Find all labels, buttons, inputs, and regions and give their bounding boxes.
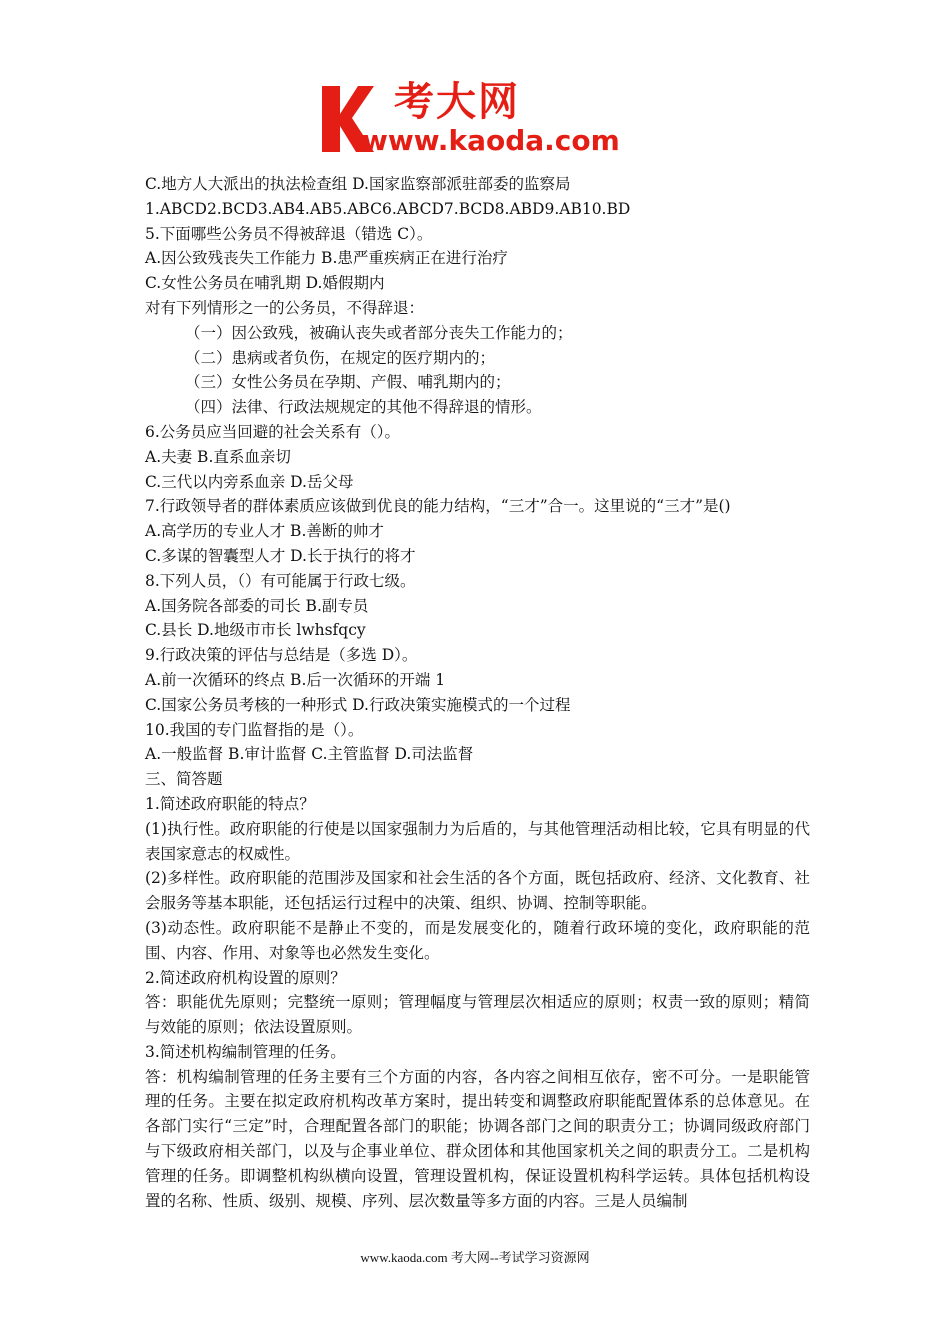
text-paragraph: 2.简述政府机构设置的原则？ [145,968,346,987]
text-line: 5.下面哪些公务员不得被辞退（错选 C）。 [145,224,433,243]
text-line: 7.行政领导者的群体素质应该做到优良的能力结构，“三才”合一。这里说的“三才”是() [145,497,731,516]
answer-paragraphs [145,817,810,1214]
text-paragraph: (1)执行性。政府职能的行使是以国家强制力为后盾的，与其他管理活动相比较，它具有明显的代表国家意志的权威性。 [145,819,810,863]
text-line: C.国家公务员考核的一种形式 D.行政决策实施模式的一个过程 [145,695,571,714]
text-line: 8.下列人员，（）有可能属于行政七级。 [145,571,416,590]
logo-title: 考大网 [394,79,520,125]
logo-url: www.kaoda.com [362,124,620,157]
text-line: （一）因公致残，被确认丧失或者部分丧失工作能力的； [185,323,573,342]
page-footer: www.kaoda.com 考大网--考试学习资源网 [360,1250,590,1265]
text-line: 6.公务员应当回避的社会关系有（）。 [145,422,401,441]
text-line: C.多谋的智囊型人才 D.长于执行的将才 [145,546,416,565]
text-paragraph: 答：职能优先原则；完整统一原则；管理幅度与管理层次相适应的原则；权责一致的原则；精简与效能的原则；依法设置原则。 [145,993,810,1037]
document-body [145,172,810,1213]
text-line: C.县长 D.地级市市长 lwhsfqcy [145,621,366,640]
text-line: 对有下列情形之一的公务员，不得辞退： [145,298,425,317]
text-paragraph: (2)多样性。政府职能的范围涉及国家和社会生活的各个方面，既包括政府、经济、文化教育、社会服务等基本职能，还包括运行过程中的决策、组织、协调、控制等职能。 [145,869,810,913]
text-paragraph: 3.简述机构编制管理的任务。 [145,1042,346,1061]
text-line: A.高学历的专业人才 B.善断的帅才 [145,522,384,541]
text-paragraph: 答：机构编制管理的任务主要有三个方面的内容，各内容之间相互依存，密不可分。一是职能管理的任务。主要在拟定政府机构改革方案时，提出转变和调整政府职能配置体系的总体意见。在各部门实行“三定”时，合理配置各部门的职能；协调各部门之间的职责分工；协调同级政府部门与下级政府相关部门，以及与企事业单位、群众团体和其他国家机关之间的职责分工。二是机构管理的任务。即调整机构纵横向设置，管理设置机构，保证设置机构科学运转。具体包括机构设置的名称、性质、级别、规模、序列、层次数量等多方面的内容。三是人员编制 [145,1067,810,1210]
text-line: A.夫妻 B.直系血亲切 [145,447,291,466]
text-line: 1.ABCD2.BCD3.AB4.AB5.ABC6.ABCD7.BCD8.ABD9.AB10.BD [145,199,631,218]
text-line: （三）女性公务员在孕期、产假、哺乳期内的； [185,373,511,392]
text-line: A.一般监督 B.审计监督 C.主管监督 D.司法监督 [145,745,474,764]
text-paragraph: (3)动态性。政府职能不是静止不变的，而是发展变化的，随着行政环境的变化，政府职能的范围、内容、作用、对象等也必然发生变化。 [145,918,810,962]
text-line: C.地方人大派出的执法检查组 D.国家监察部派驻部委的监察局 [145,175,571,193]
text-line: （四）法律、行政法规规定的其他不得辞退的情形。 [185,398,542,417]
text-line: 9.行政决策的评估与总结是（多选 D）。 [145,646,418,665]
text-line: C.三代以内旁系血亲 D.岳父母 [145,472,354,491]
text-line: 1.简述政府职能的特点？ [145,794,315,813]
site-logo [318,78,638,160]
text-line: （二）患病或者负伤，在规定的医疗期内的； [185,348,496,367]
text-line: 10.我国的专门监督指的是（）。 [145,720,364,739]
question-lines [145,172,810,817]
text-line: C.女性公务员在哺乳期 D.婚假期内 [145,274,385,293]
text-line: A.因公致残丧失工作能力 B.患严重疾病正在进行治疗 [145,249,508,268]
text-line: A.前一次循环的终点 B.后一次循环的开端 1 [145,670,446,689]
text-line: 三、简答题 [145,770,223,789]
text-line: A.国务院各部委的司长 B.副专员 [145,596,369,615]
